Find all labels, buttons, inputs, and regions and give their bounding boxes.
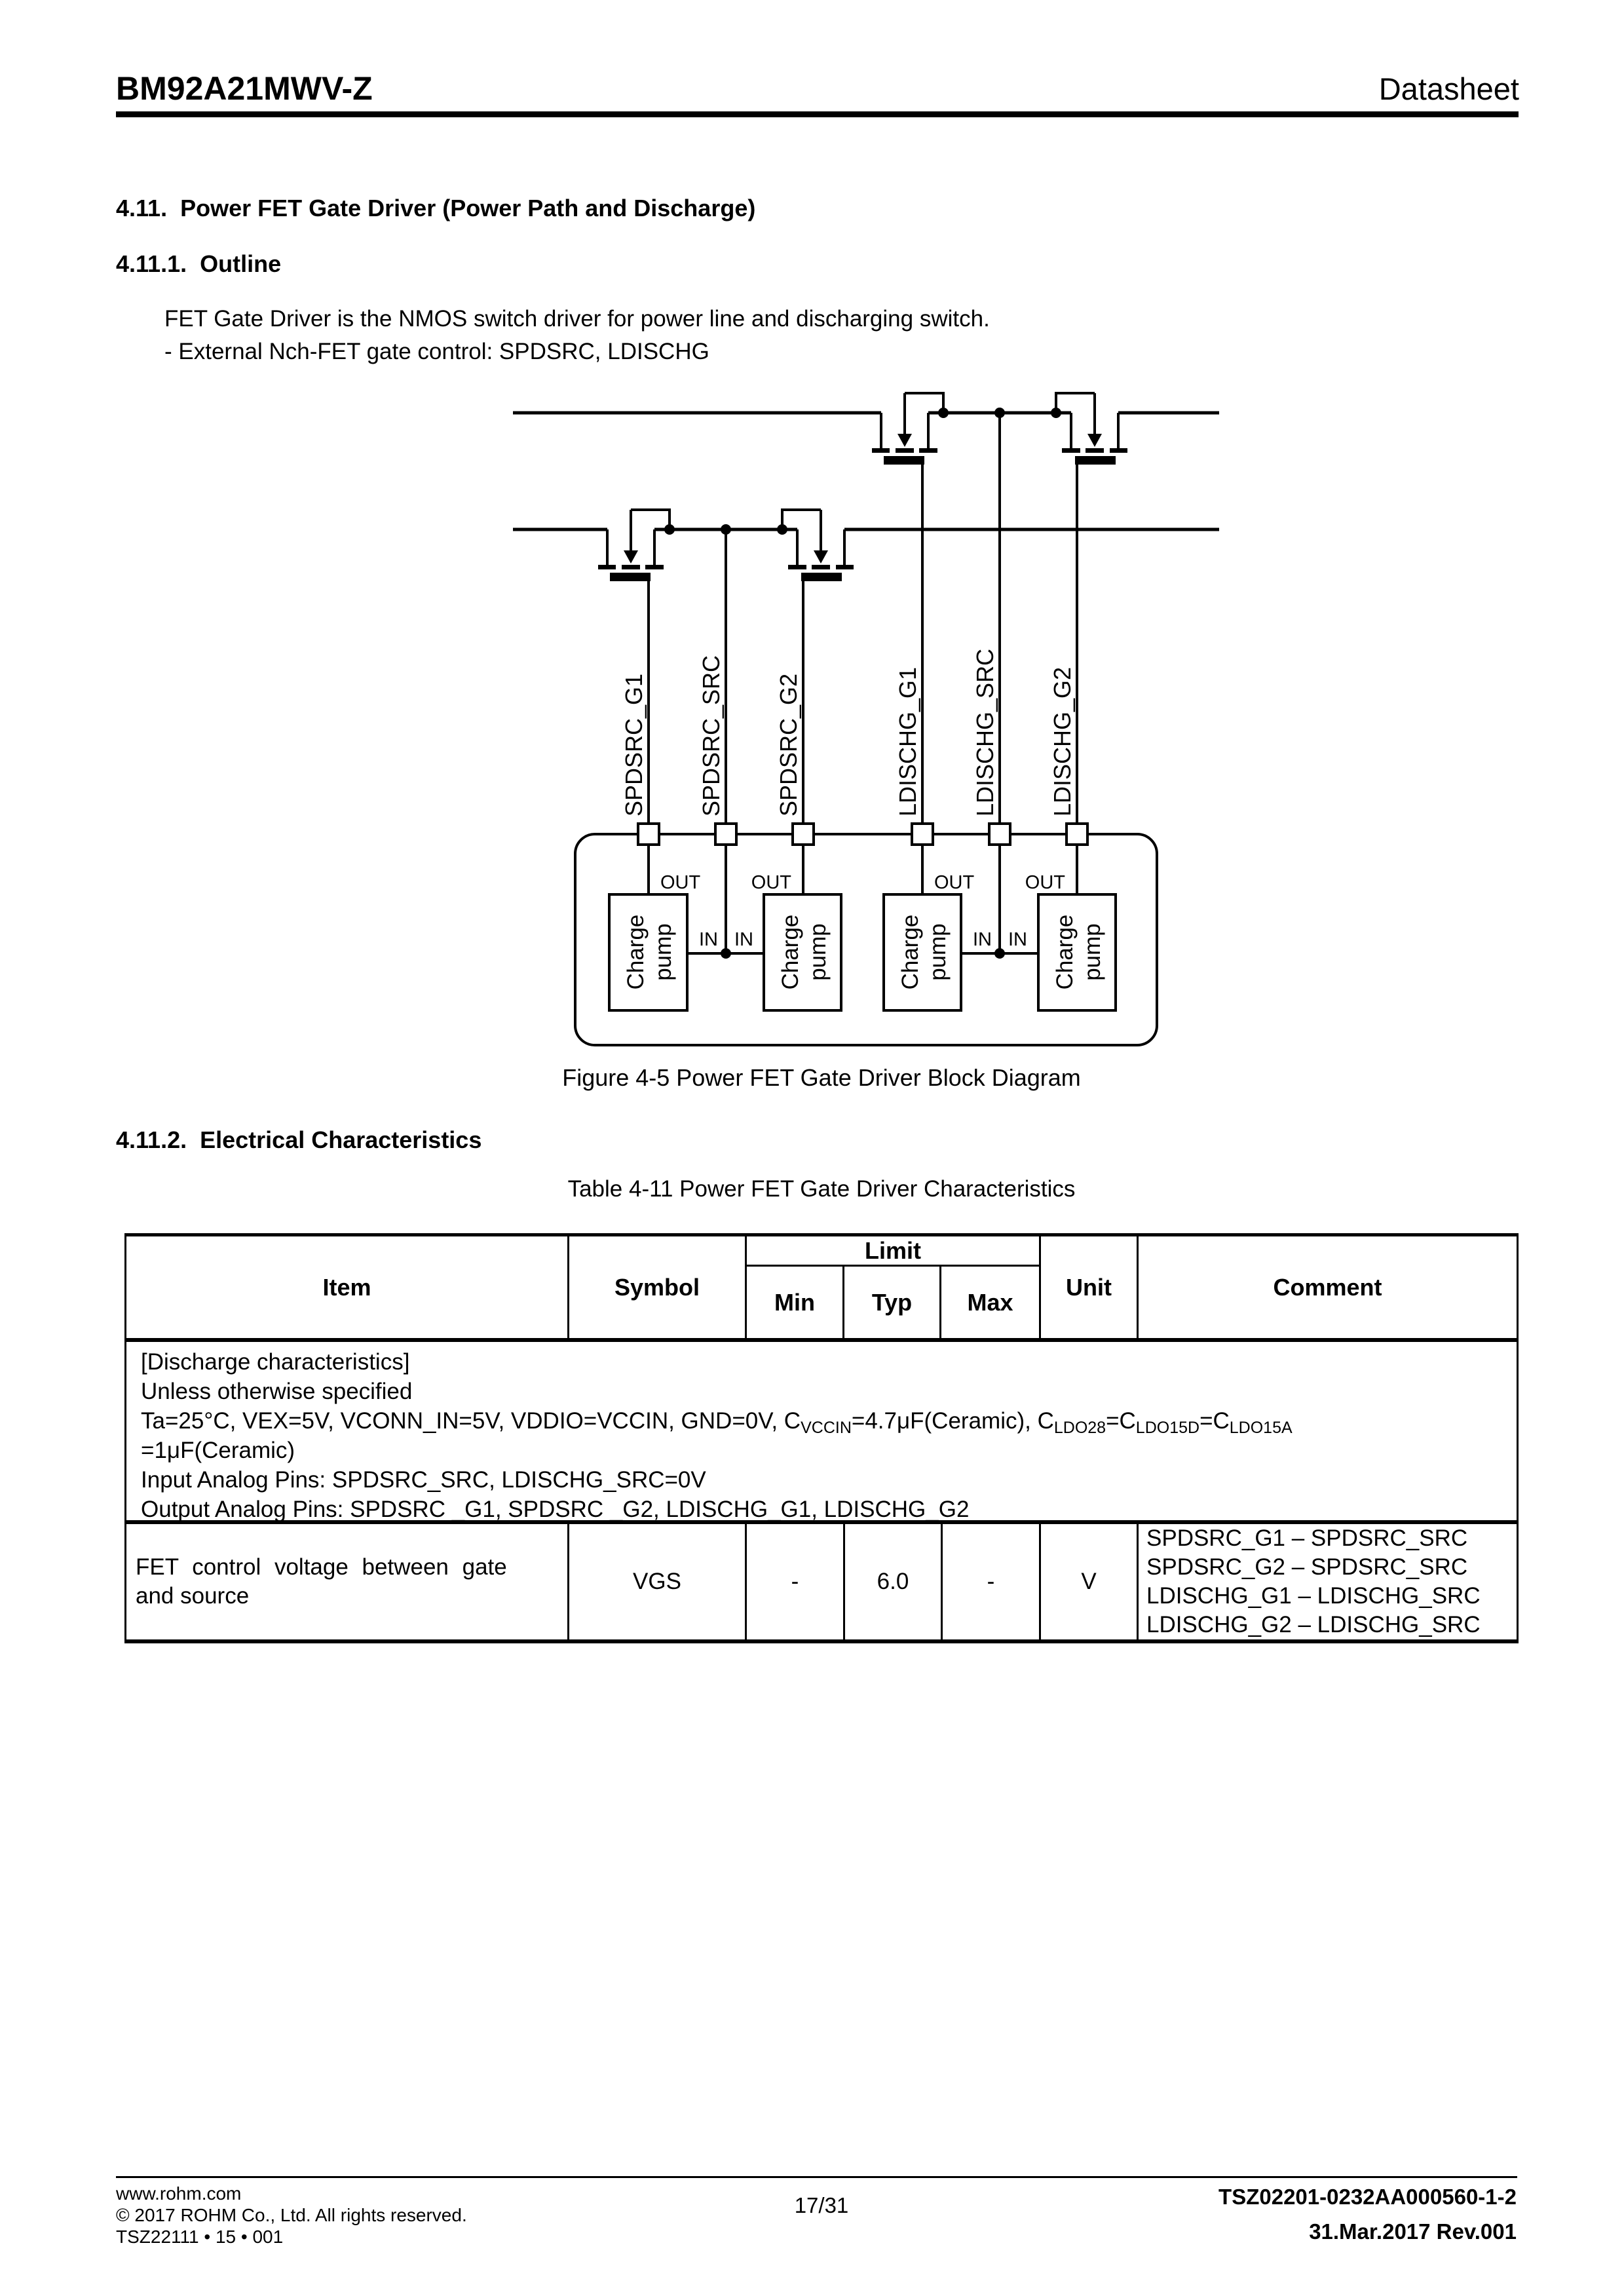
pin-label-ldischg-src: LDISCHG_SRC [972, 648, 998, 816]
conditions-line-6: Output Analog Pins: SPDSRC _G1, SPDSRC _G2, LDISCHG_G1, LDISCHG_G2 [141, 1497, 970, 1522]
cell-max: - [943, 1524, 1041, 1639]
footer-doc-code: TSZ22111 • 15 • 001 [116, 2227, 284, 2247]
charge-pump-label-4: Chargepump [1052, 914, 1105, 990]
comment-line-4: LDISCHG_G2 – LDISCHG_SRC [1146, 1612, 1481, 1637]
page-number: 17/31 [794, 2193, 849, 2217]
col-header-min: Min [747, 1267, 844, 1338]
col-header-typ: Typ [844, 1267, 941, 1338]
comment-line-3: LDISCHG_G1 – LDISCHG_SRC [1146, 1583, 1481, 1609]
pin-label-ldischg-g1: LDISCHG_G1 [894, 666, 921, 816]
in-label-1: IN [699, 929, 718, 950]
nmos-fet-spdsrc-2 [777, 510, 854, 581]
section-heading-4-11-2: 4.11.2. Electrical Characteristics [116, 1126, 482, 1153]
footer-right-block [1218, 2179, 1517, 2249]
pin-label-spdsrc-src: SPDSRC_SRC [698, 655, 725, 816]
cell-unit: V [1041, 1524, 1139, 1639]
comment-line-2: SPDSRC_G2 – SPDSRC_SRC [1146, 1554, 1468, 1580]
footer-doc-number: TSZ02201-0232AA000560-1-2 [1218, 2185, 1517, 2209]
nmos-fet-ldischg-1 [872, 393, 949, 465]
out-label-3: OUT [934, 872, 975, 893]
out-label-1: OUT [660, 872, 701, 893]
table-conditions-row [126, 1342, 1517, 1524]
part-number: BM92A21MWV-Z [116, 70, 373, 107]
comment-line-1: SPDSRC_G1 – SPDSRC_SRC [1146, 1525, 1468, 1551]
in-label-2: IN [734, 929, 753, 950]
col-header-item: Item [126, 1236, 569, 1338]
in-label-4: IN [1008, 929, 1027, 950]
pin-label-spdsrc-g1: SPDSRC_G1 [620, 673, 647, 816]
charge-pump-label-3: Chargepump [897, 914, 951, 990]
out-label-2: OUT [751, 872, 791, 893]
table-header-row [126, 1236, 1517, 1342]
table-caption: Table 4-11 Power FET Gate Driver Characteristics [567, 1176, 1076, 1202]
charge-pump-label-1: Chargepump [623, 914, 676, 990]
fet-gate-driver-block-diagram [0, 0, 1624, 1114]
cell-min: - [747, 1524, 845, 1639]
cell-comment [1139, 1524, 1517, 1639]
outline-line-2: - External Nch-FET gate control: SPDSRC, LDISCHG [164, 339, 709, 364]
nmos-fet-ldischg-2 [1051, 393, 1127, 465]
conditions-line-5: Input Analog Pins: SPDSRC_SRC, LDISCHG_SRC=0V [141, 1467, 706, 1493]
cell-symbol: VGS [569, 1524, 747, 1639]
characteristics-table [124, 1233, 1519, 1643]
table-data-row [126, 1524, 1517, 1639]
port-labels [660, 872, 1065, 950]
cell-item: FET control voltage between gate and source [126, 1524, 569, 1639]
conditions-line-3: Ta=25°C, VEX=5V, VCONN_IN=5V, VDDIO=VCCIN, GND=0V, $C_{VCCIN}=4.7\mu F(Ceramic)$, $C_{LDO28}=C_{LDO15D}=C_{LDO15A}$ [141, 1408, 1293, 1437]
power-bus-lines [513, 413, 1219, 529]
section-heading-4-11-1: 4.11.1. Outline [116, 250, 282, 277]
pin-labels [620, 649, 1076, 816]
cell-typ: 6.0 [845, 1524, 943, 1639]
conditions-line-2: Unless otherwise specified [141, 1379, 413, 1404]
col-header-symbol: Symbol [569, 1236, 747, 1338]
pin-label-spdsrc-g2: SPDSRC_G2 [775, 673, 802, 816]
pin-label-ldischg-g2: LDISCHG_G2 [1049, 666, 1076, 816]
conditions-line-4: =1μF(Ceramic) [141, 1438, 295, 1463]
footer-rule [116, 2176, 1517, 2178]
section-heading-4-11: 4.11. Power FET Gate Driver (Power Path and Discharge) [116, 195, 756, 221]
outline-line-1: FET Gate Driver is the NMOS switch driver for power line and discharging switch. [164, 306, 990, 332]
col-header-comment: Comment [1273, 1273, 1382, 1301]
in-label-3: IN [973, 929, 992, 950]
col-header-limit: Limit [747, 1236, 1039, 1267]
out-label-4: OUT [1025, 872, 1065, 893]
footer-website: www.rohm.com [116, 2183, 242, 2204]
conditions-line-1: [Discharge characteristics] [141, 1349, 410, 1375]
doc-type-label: Datasheet [1378, 71, 1519, 106]
footer-copyright: © 2017 ROHM Co., Ltd. All rights reserved. [116, 2205, 467, 2225]
charge-pump-blocks [609, 894, 1116, 1010]
nmos-fet-spdsrc-1 [598, 510, 675, 581]
col-header-max: Max [967, 1288, 1013, 1316]
footer-revision: 31.Mar.2017 Rev.001 [1309, 2219, 1517, 2244]
col-header-limit-group [747, 1236, 1041, 1338]
figure-caption: Figure 4-5 Power FET Gate Driver Block Diagram [562, 1064, 1081, 1091]
charge-pump-label-2: Chargepump [778, 914, 831, 990]
col-header-unit: Unit [1041, 1236, 1139, 1338]
